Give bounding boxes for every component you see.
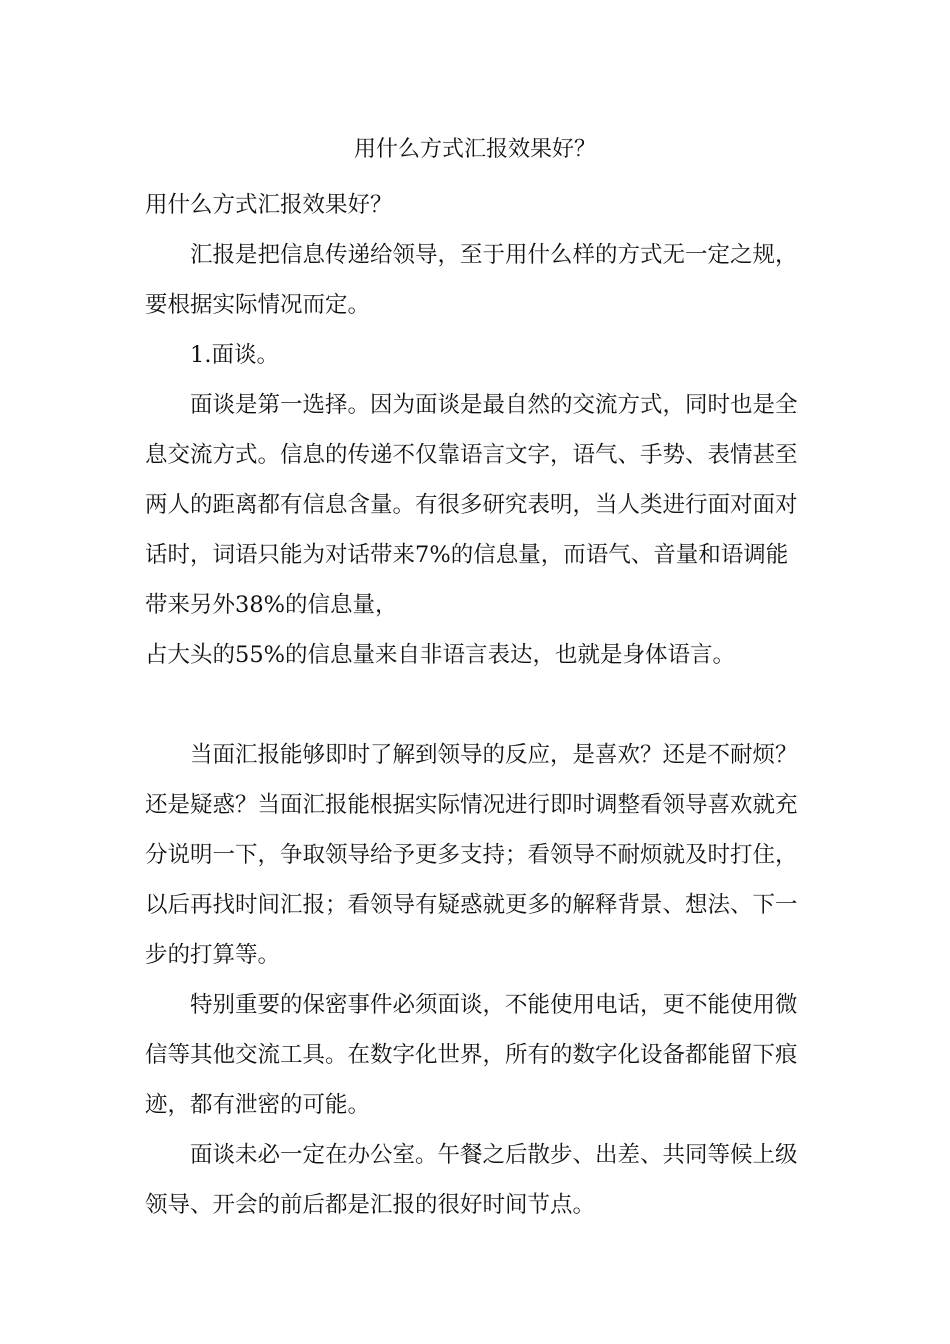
document-subtitle: 用什么方式汇报效果好？ [145, 192, 393, 218]
paragraph-intro: 汇报是把信息传递给领导，至于用什么样的方式无一定之规，要根据实际情况而定。 [145, 242, 798, 318]
document-body [145, 180, 810, 1230]
section-heading-face-to-face: 1.面谈。 [190, 342, 279, 368]
paragraph-confidential-matters: 特别重要的保密事件必须面谈，不能使用电话，更不能使用微信等其他交流工具。在数字化世界，所有的数字化设备都能留下痕迹，都有泄密的可能。 [145, 992, 798, 1118]
document-title: 用什么方式汇报效果好？ [353, 137, 596, 162]
paragraph-spacer [145, 680, 810, 730]
paragraph-face-to-face-first-choice: 面谈是第一选择。因为面谈是最自然的交流方式，同时也是全息交流方式。信息的传递不仅靠语言文字，语气、手势、表情甚至两人的距离都有信息含量。有很多研究表明，当人类进行面对面对话时，词语只能为对话带来7%的信息量，而语气、音量和语调能带来另外38%的信息量， [145, 392, 798, 618]
paragraph-meeting-places: 面谈未必一定在办公室。午餐之后散步、出差、共同等候上级领导、开会的前后都是汇报的很好时间节点。 [145, 1142, 798, 1218]
paragraph-body-language: 占大头的55%的信息量来自非语言表达，也就是身体语言。 [145, 642, 736, 668]
paragraph-instant-feedback: 当面汇报能够即时了解到领导的反应，是喜欢？还是不耐烦？还是疑惑？当面汇报能根据实际情况进行即时调整看领导喜欢就充分说明一下，争取领导给予更多支持；看领导不耐烦就及时打住，以后再找时间汇报；看领导有疑惑就更多的解释背景、想法、下一步的打算等。 [145, 742, 798, 968]
